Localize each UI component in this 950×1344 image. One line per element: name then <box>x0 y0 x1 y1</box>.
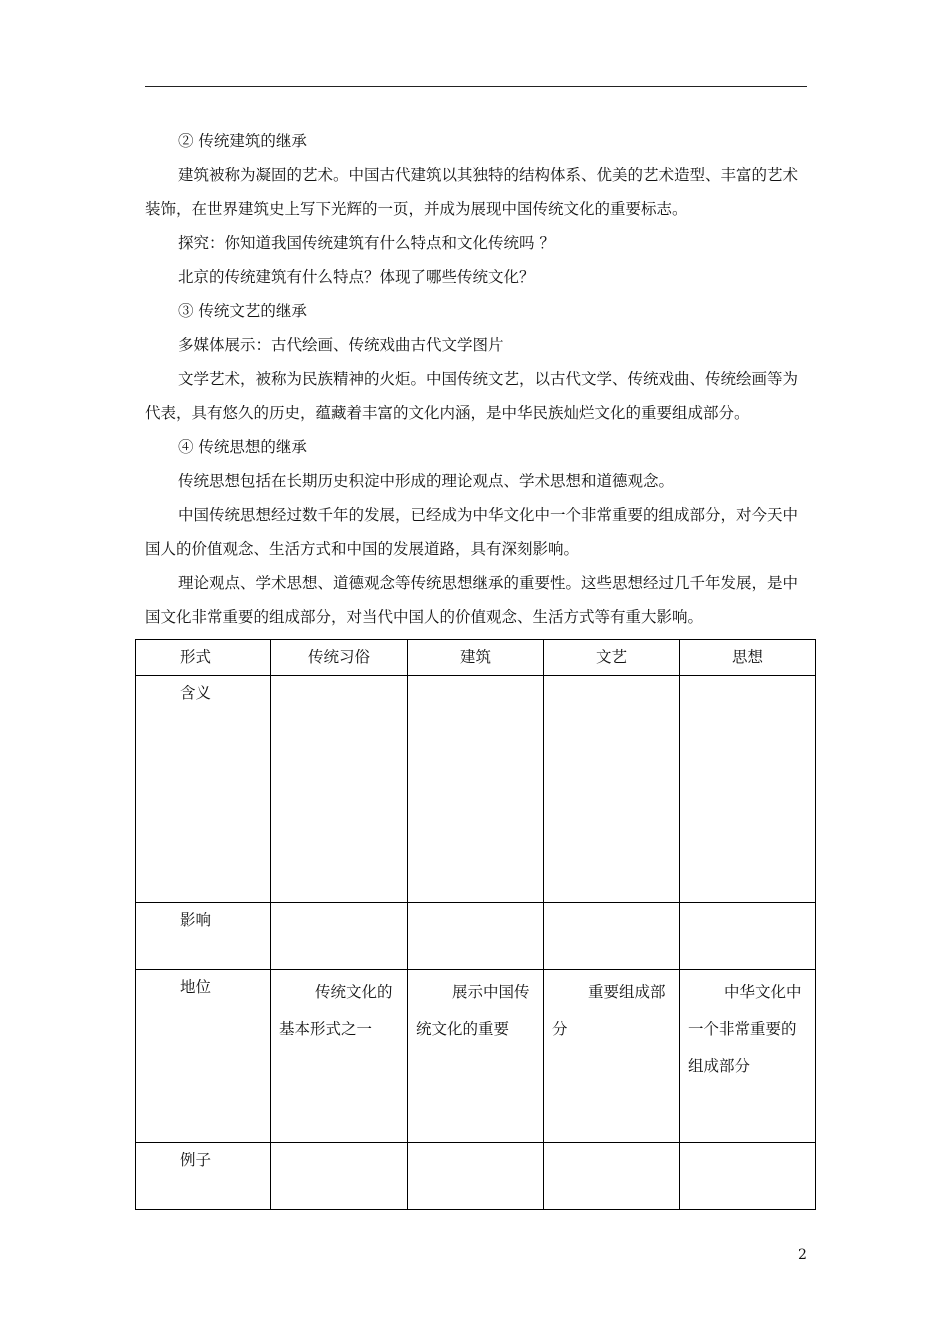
row-label: 地位 <box>136 970 271 1143</box>
paragraph-arts-intro: 文学艺术，被称为民族精神的火炬。中国传统文艺，以古代文学、传统戏曲、传统绘画等为代表，具有悠久的历史，蕴藏着丰富的文化内涵，是中华民族灿烂文化的重要组成部分。 <box>145 370 799 422</box>
table-header-cell: 建筑 <box>408 640 544 676</box>
table-header-cell: 文艺 <box>544 640 680 676</box>
header-rule <box>145 86 807 87</box>
table-cell <box>680 903 816 970</box>
table-header-cell: 形式 <box>136 640 271 676</box>
paragraph-explore-question: 探究：你知道我国传统建筑有什么特点和文化传统吗 ？ <box>178 234 555 252</box>
paragraph-multimedia: 多媒体展示：古代绘画、传统戏曲古代文学图片 <box>178 336 504 354</box>
table-cell <box>408 903 544 970</box>
row-label: 例子 <box>136 1143 271 1210</box>
table-cell <box>271 903 408 970</box>
table-cell: 传统文化的基本形式之一 <box>271 970 408 1143</box>
table-cell: 展示中国传统文化的重要 <box>408 970 544 1143</box>
body-text <box>145 124 814 634</box>
table-cell <box>271 676 408 903</box>
table-cell <box>680 1143 816 1210</box>
section-heading-arts: ③ 传统文艺的继承 <box>178 302 307 320</box>
table-header-cell: 思想 <box>680 640 816 676</box>
table-cell <box>408 676 544 903</box>
table-cell <box>544 903 680 970</box>
table-cell <box>544 1143 680 1210</box>
paragraph-thought-definition: 传统思想包括在长期历史积淀中形成的理论观点、学术思想和道德观念。 <box>178 472 675 490</box>
table-cell: 中华文化中一个非常重要的组成部分 <box>680 970 816 1143</box>
table-cell: 重要组成部分 <box>544 970 680 1143</box>
page-number: 2 <box>798 1247 807 1263</box>
section-heading-thought: ④ 传统思想的继承 <box>178 438 307 456</box>
table-cell <box>408 1143 544 1210</box>
table-row <box>136 676 816 903</box>
section-heading-architecture: ② 传统建筑的继承 <box>178 132 307 150</box>
table-cell <box>271 1143 408 1210</box>
row-label: 影响 <box>136 903 271 970</box>
summary-table <box>135 639 816 1210</box>
table-cell <box>680 676 816 903</box>
paragraph-beijing-question: 北京的传统建筑有什么特点？体现了哪些传统文化？ <box>178 268 535 286</box>
table-header-row <box>136 640 816 676</box>
row-label: 含义 <box>136 676 271 903</box>
table-cell <box>544 676 680 903</box>
table-row <box>136 970 816 1143</box>
paragraph-thought-development: 中国传统思想经过数千年的发展，已经成为中华文化中一个非常重要的组成部分，对今天中 国人的价值观念、生活方式和中国的发展道路，具有深刻影响。 <box>145 506 814 558</box>
table-row <box>136 1143 816 1210</box>
table-header-cell: 传统习俗 <box>271 640 408 676</box>
paragraph-thought-importance: 理论观点、学术思想、道德观念等传统思想继承的重要性。这些思想经过几千年发展，是中国文化非常重要的组成部分，对当代中国人的价值观念、生活方式等有重大影响。 <box>145 574 799 626</box>
paragraph-architecture-intro: 建筑被称为凝固的艺术。中国古代建筑以其独特的结构体系、优美的艺术造型、丰富的艺术装饰，在世界建筑史上写下光辉的一页，并成为展现中国传统文化的重要标志。 <box>145 166 799 218</box>
table-row <box>136 903 816 970</box>
